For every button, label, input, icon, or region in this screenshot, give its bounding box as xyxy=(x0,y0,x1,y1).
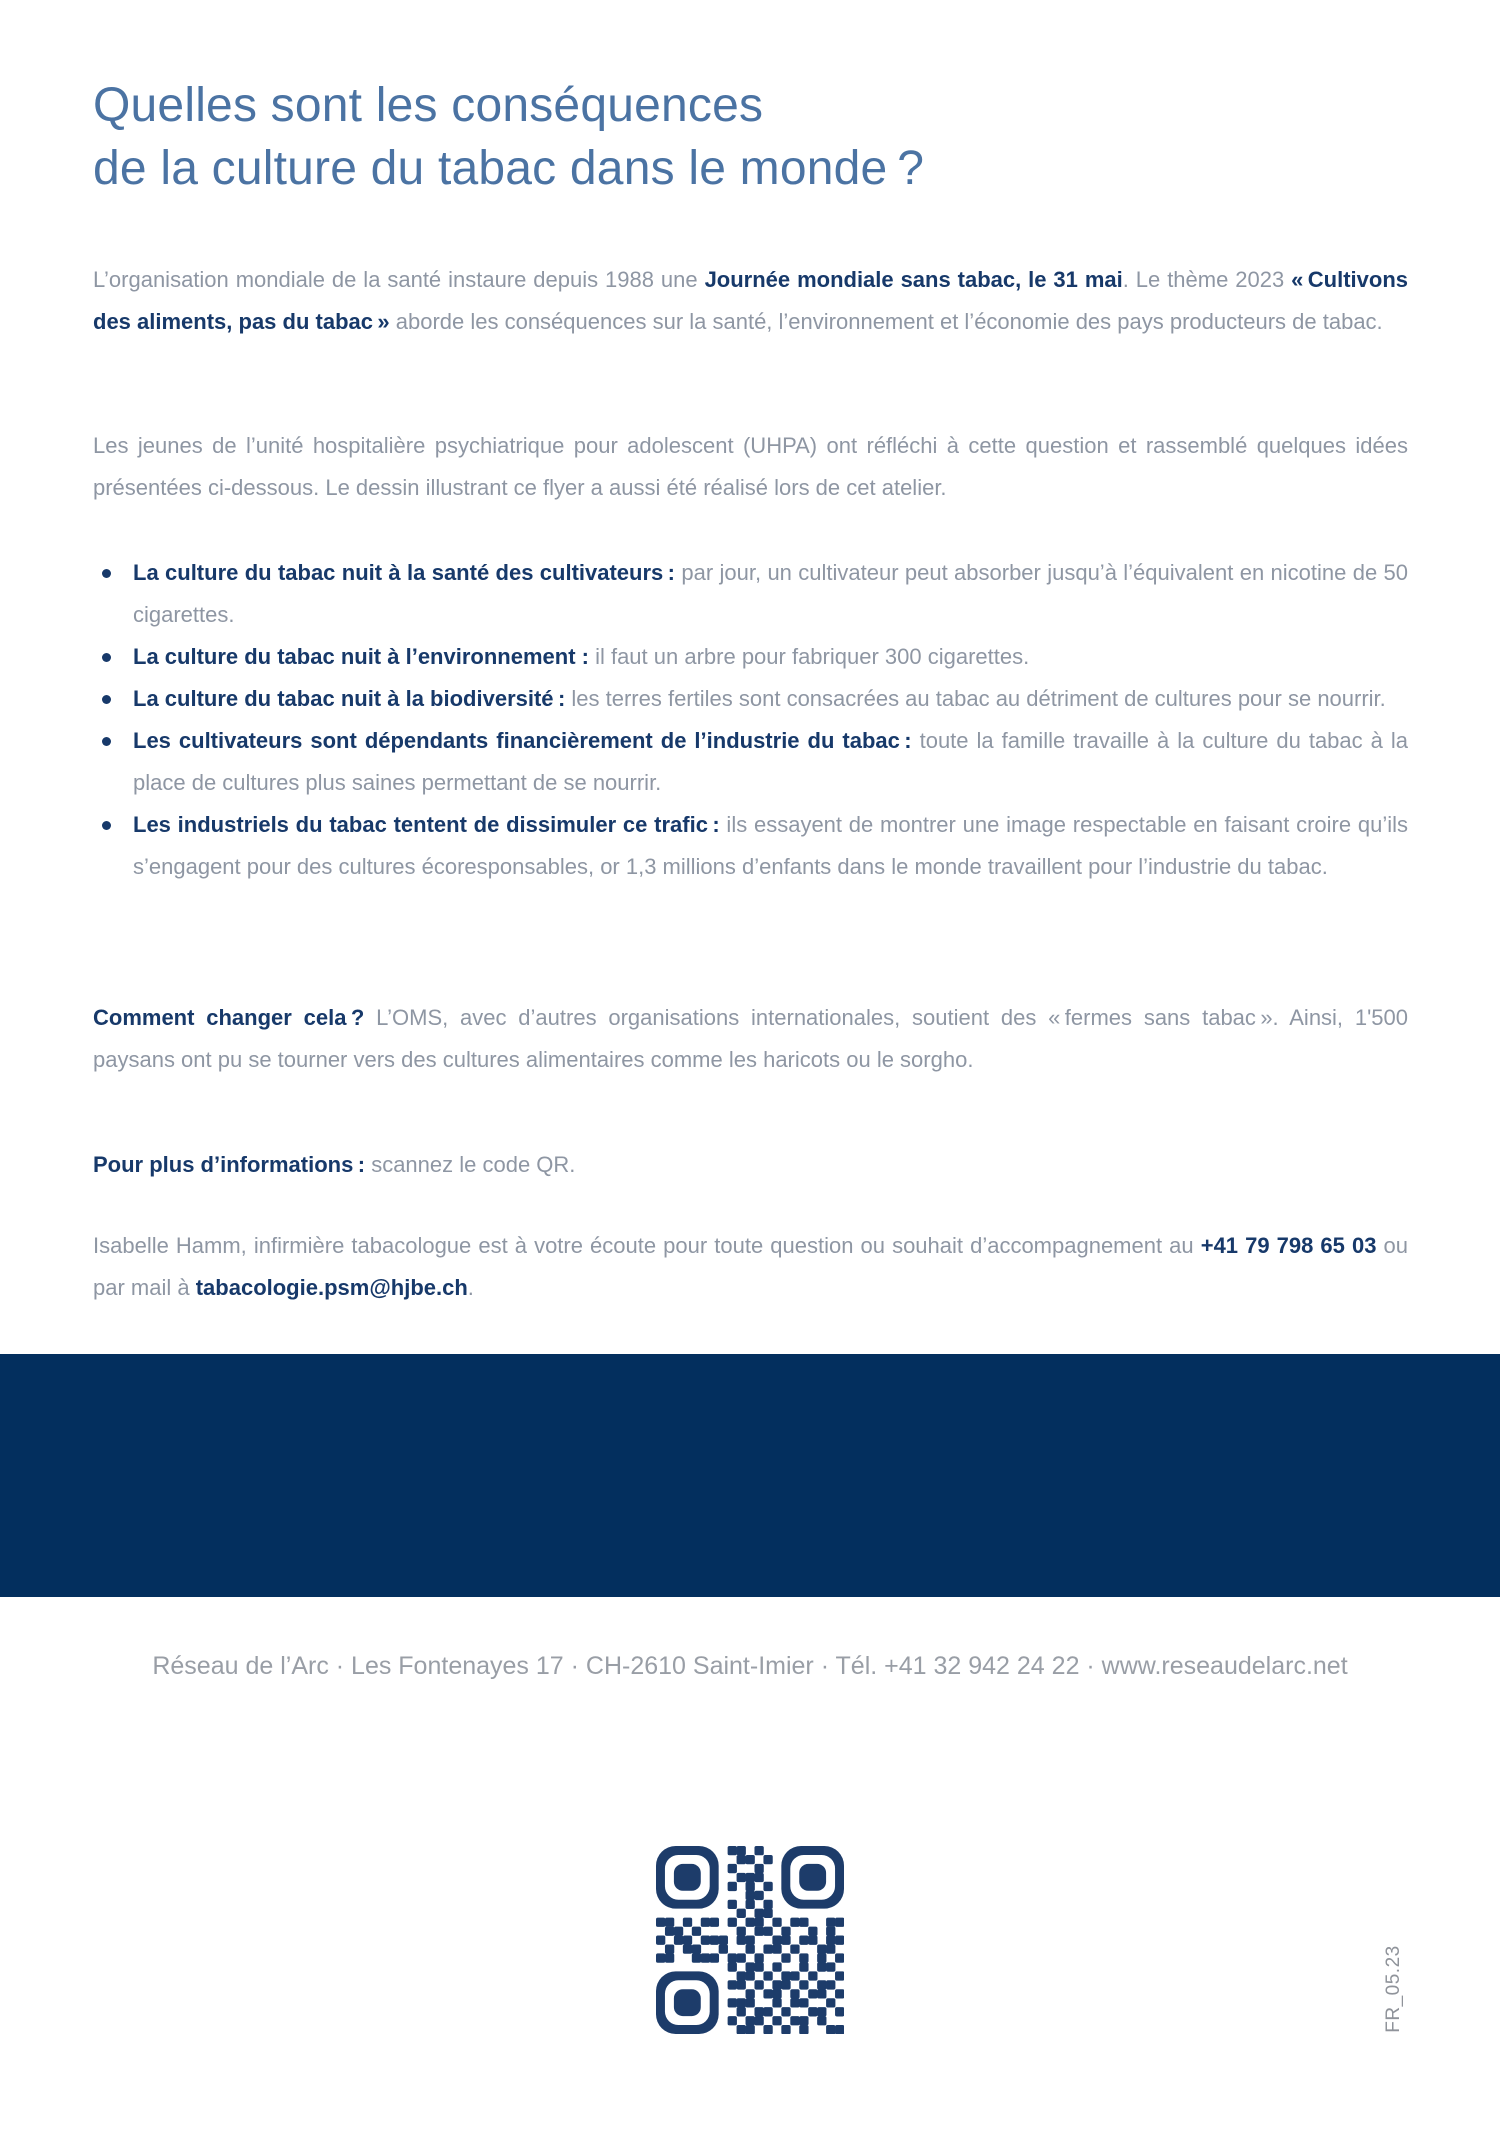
list-item-industry-concealment: Les industriels du tabac tentent de dissimuler ce trafic : ils essayent de montrer une image respectable en faisant croire qu’ils s’engagent pour des cultures écoresponsables, or 1,3 millions d’enfants dans le monde travaillent pour l’industrie du tabac. xyxy=(93,804,1408,888)
qr-code-graphic xyxy=(656,1846,844,2034)
page-title xyxy=(93,74,1408,200)
more-info-paragraph: Pour plus d’informations : scannez le code QR. xyxy=(93,1152,576,1177)
list-item-biodiversity: La culture du tabac nuit à la biodiversité : les terres fertiles sont consacrées au tabac au détriment de cultures pour se nourrir. xyxy=(93,678,1408,720)
qr-code xyxy=(656,1846,844,2034)
title-line-2: de la culture du tabac dans le monde ? xyxy=(93,142,925,195)
intro-paragraph: L’organisation mondiale de la santé instaure depuis 1988 une Journée mondiale sans tabac, le 31 mai. Le thème 2023 « Cultivons des aliments, pas du tabac » aborde les conséquences sur la santé, l’environnement et l’économie des pays producteurs de tabac. xyxy=(93,267,1409,334)
contact-paragraph: Isabelle Hamm, infirmière tabacologue est à votre écoute pour toute question ou souhait d’accompagnement au +41 79 798 65 03 ou par mail à tabacologie.psm@hjbe.ch. xyxy=(93,1233,1408,1300)
phone-number[interactable]: +41 79 798 65 03 xyxy=(1200,1233,1377,1258)
banner-bar xyxy=(0,1354,1500,1597)
workshop-paragraph: Les jeunes de l’unité hospitalière psychiatrique pour adolescent (UHPA) ont réfléchi à cette question et rassemblé quelques idées présentées ci-dessous. Le dessin illustrant ce flyer a aussi été réalisé lors de cet atelier. xyxy=(93,433,1408,500)
how-to-change-paragraph: Comment changer cela ? L’OMS, avec d’autres organisations internationales, soutient des « fermes sans tabac ». Ainsi, 1'500 paysans ont pu se tourner vers des cultures alimentaires comme les haricots ou le sorgho. xyxy=(93,1005,1408,1072)
title-line-1: Quelles sont les conséquences xyxy=(93,79,764,132)
list-item-financial-dependency: Les cultivateurs sont dépendants financièrement de l’industrie du tabac : toute la famille travaille à la culture du tabac à la place de cultures plus saines permettant de se nourrir. xyxy=(93,720,1408,804)
footer-address: Réseau de l’Arc · Les Fontenayes 17 · CH-2610 Saint-Imier · Tél. +41 32 942 24 22 · www.reseaudelarc.net xyxy=(152,1652,1348,1680)
list-item-farmer-health: La culture du tabac nuit à la santé des cultivateurs : par jour, un cultivateur peut absorber jusqu’à l’équivalent en nicotine de 50 cigarettes. xyxy=(93,552,1408,636)
consequences-list xyxy=(93,552,1408,888)
email-address[interactable]: tabacologie.psm@hjbe.ch xyxy=(195,1275,468,1300)
version-tag: FR_05.23 xyxy=(1383,1945,1404,2033)
list-item-environment: La culture du tabac nuit à l’environnement : il faut un arbre pour fabriquer 300 cigarettes. xyxy=(93,636,1408,678)
